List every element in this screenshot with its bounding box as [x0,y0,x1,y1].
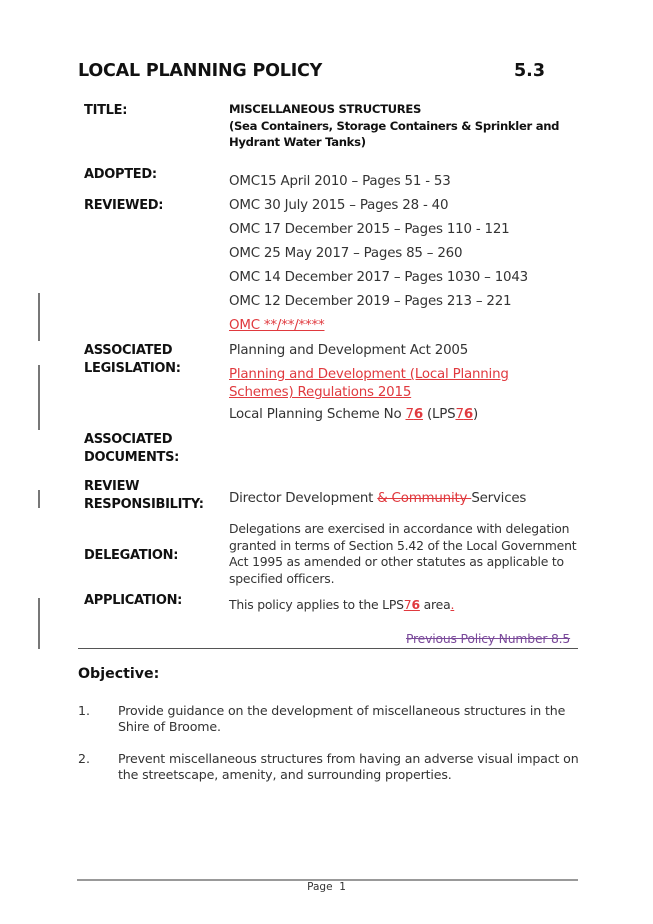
previous-policy-number: Previous Policy Number 8.5 [406,631,571,646]
title-line-2: (Sea Containers, Storage Containers & Sprinkler and [229,118,560,133]
title-line-3: Hydrant Water Tanks) [229,135,366,149]
deleted-char: 7 [455,407,464,422]
deleted-text: & Community [377,491,472,506]
deleted-char: 7 [403,597,412,612]
text: This policy applies to the LPS [229,597,404,612]
delegation-value [229,521,576,587]
objective-heading: Objective: [78,666,160,682]
change-bar [38,293,40,341]
objective-text: Provide guidance on the development of miscellaneous structures in the Shire of Broome. [118,703,566,734]
associated-legislation-label [84,342,181,378]
objective-text: Prevent miscellaneous structures from having an adverse visual impact on the streetscape, amenity, and surrounding properties. [118,751,579,782]
page-number: Page 1 [307,881,346,893]
reviewed-entry: OMC 12 December 2019 – Pages 213 – 221 [229,294,512,309]
delegation-line: Act 1995 as amended or other statutes as applicable to [229,554,564,569]
change-bar [38,490,40,508]
legislation-item-inserted [229,366,509,402]
deleted-char: 7 [405,407,414,422]
associated-documents-label [84,431,179,467]
review-responsibility-value [229,490,526,508]
reviewed-entry: OMC 25 May 2017 – Pages 85 – 260 [229,246,463,261]
delegation-line: granted in terms of Section 5.42 of the Local Government [229,537,577,553]
label-line: LEGISLATION: [84,361,181,376]
title-value [229,101,559,151]
document-title: LOCAL PLANNING POLICY [78,61,323,81]
legislation-item-scheme [229,406,478,424]
change-bar [38,365,40,430]
text: Director Development [229,491,378,506]
title-label: TITLE: [84,103,128,118]
adopted-value: OMC15 April 2010 – Pages 51 - 53 [229,174,451,189]
change-bar [38,598,40,649]
label-line: REVIEW [84,479,140,494]
text: Services [471,491,527,506]
inserted-char: 6 [413,407,423,422]
objective-number: 2. [78,751,91,766]
application-label: APPLICATION: [84,593,183,608]
section-divider [78,648,578,649]
reviewed-label: REVIEWED: [84,198,164,213]
label-line: ASSOCIATED [84,343,173,358]
text: ) [472,407,478,422]
reviewed-entry: OMC 14 December 2017 – Pages 1030 – 1043 [229,270,528,285]
inserted-char: . [450,597,455,612]
legislation-item: Planning and Development Act 2005 [229,343,469,358]
label-line: DOCUMENTS: [84,450,180,465]
delegation-line: Delegations are exercised in accordance with delegation [229,521,570,536]
delegation-line: specified officers. [229,570,335,586]
text: Local Planning Scheme No [229,407,406,422]
adopted-label: ADOPTED: [84,167,157,182]
title-line-1: MISCELLANEOUS STRUCTURES [229,102,422,116]
inserted-line: Planning and Development (Local Planning [229,367,509,382]
text: area [419,597,451,612]
label-line: RESPONSIBILITY: [84,497,204,512]
delegation-label: DELEGATION: [84,548,179,563]
application-value [229,597,454,614]
inserted-line: Schemes) Regulations 2015 [229,385,412,400]
inserted-char: 6 [463,407,473,422]
reviewed-entry: OMC 30 July 2015 – Pages 28 - 40 [229,198,449,213]
reviewed-inserted-entry: OMC **/**/**** [229,318,325,333]
label-line: ASSOCIATED [84,432,173,447]
text: (LPS [422,407,456,422]
objective-number: 1. [78,703,91,718]
reviewed-entry: OMC 17 December 2015 – Pages 110 - 121 [229,222,510,237]
inserted-char: 6 [411,597,420,612]
review-responsibility-label [84,478,204,514]
policy-number: 5.3 [514,61,546,81]
